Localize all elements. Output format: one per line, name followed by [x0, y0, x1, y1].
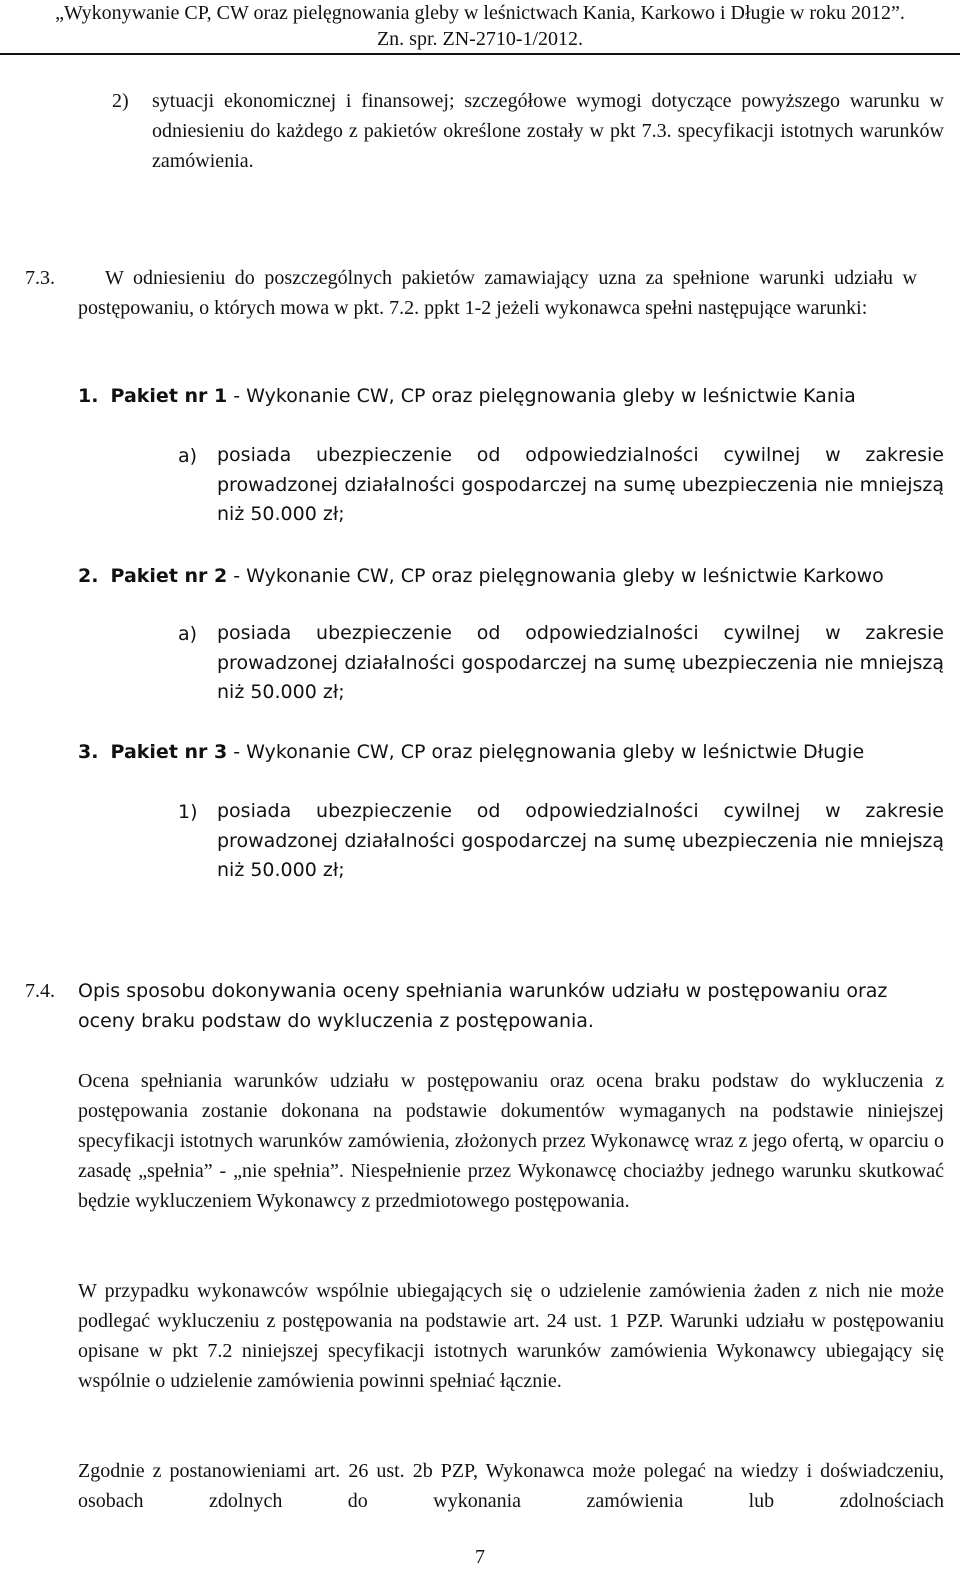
package-1-number: 1.: [78, 385, 99, 407]
header-divider: [0, 53, 960, 55]
package-2-number: 2.: [78, 565, 99, 587]
document-header-title: „Wykonywanie CP, CW oraz pielęgnowania gleby w leśnictwach Kania, Karkowo i Długie w roku 2012”.: [55, 2, 905, 24]
package-2-item-marker: a): [178, 623, 198, 645]
document-header-ref: Zn. spr. ZN-2710-1/2012.: [376, 28, 584, 50]
package-1-label: Pakiet nr 1: [110, 385, 228, 407]
package-2-label: Pakiet nr 2: [110, 565, 228, 587]
package-3-heading: [78, 737, 864, 767]
section-7-4-paragraph-1: Ocena spełniania warunków udziału w postępowaniu oraz ocena braku podstaw do wykluczenia z postępowania zostanie dokonana na podstawie dokumentów wymaganych na podstawie niniejszej specyfikacji istotnych warunków zamówienia, złożonych przez Wykonawcę wraz z jego ofertą, w oparciu o zasadę „spełnia” - „nie spełnia”. Niespełnienie przez Wykonawcę chociażby jednego warunku skutkować będzie wykluczeniem Wykonawcy z przedmiotowego postępowania.: [78, 1070, 944, 1212]
package-1-heading: [78, 381, 856, 411]
item-2-text: sytuacji ekonomicznej i finansowej; szczegółowe wymogi dotyczące powyższego warunku w odniesieniu do każdego z pakietów określone zostały w pkt 7.3. specyfikacji istotnych warunków zamówienia.: [152, 90, 944, 172]
package-1-item-text: posiada ubezpieczenie od odpowiedzialności cywilnej w zakresie prowadzonej działalności gospodarczej na sumę ubezpieczenia nie mniejszą niż 50.000 zł;: [217, 444, 944, 525]
section-7-4-paragraph-2: W przypadku wykonawców wspólnie ubiegających się o udzielenie zamówienia żaden z nich nie może podlegać wykluczeniu z postępowania na podstawie art. 24 ust. 1 PZP. Warunki udziału w postępowaniu opisane w pkt 7.2 niniejszej specyfikacji istotnych warunków zamówienia Wykonawcy ubiegający się wspólnie o udzielenie zamówienia powinni spełniać łącznie.: [78, 1280, 944, 1392]
package-2-item-text: posiada ubezpieczenie od odpowiedzialności cywilnej w zakresie prowadzonej działalności gospodarczej na sumę ubezpieczenia nie mniejszą niż 50.000 zł;: [217, 622, 944, 703]
item-2-number: 2): [112, 90, 129, 112]
package-2-heading: [78, 561, 884, 591]
section-7-4-paragraph-3: Zgodnie z postanowieniami art. 26 ust. 2b PZP, Wykonawca może polegać na wiedzy i doświadczeniu, osobach zdolnych do wykonania zamówienia lub zdolnościach: [78, 1460, 944, 1512]
package-3-title: - Wykonanie CW, CP oraz pielęgnowania gleby w leśnictwie Długie: [227, 741, 865, 763]
section-7-3-text: W odniesieniu do poszczególnych pakietów zamawiający uzna za spełnione warunki udziału w postępowaniu, o których mowa w pkt. 7.2. ppkt 1-2 jeżeli wykonawca spełni następujące warunki:: [78, 267, 917, 319]
section-7-4-number: 7.4.: [25, 980, 55, 1002]
package-1-item-marker: a): [178, 445, 198, 467]
package-3-number: 3.: [78, 741, 99, 763]
package-3-item-marker: 1): [178, 801, 198, 823]
package-3-label: Pakiet nr 3: [110, 741, 228, 763]
section-7-4-heading: Opis sposobu dokonywania oceny spełniania warunków udziału w postępowaniu oraz oceny braku podstaw do wykluczenia z postępowania.: [78, 980, 888, 1032]
package-1-title: - Wykonanie CW, CP oraz pielęgnowania gleby w leśnictwie Kania: [227, 385, 856, 407]
package-3-item-text: posiada ubezpieczenie od odpowiedzialności cywilnej w zakresie prowadzonej działalności gospodarczej na sumę ubezpieczenia nie mniejszą niż 50.000 zł;: [217, 800, 944, 881]
package-2-title: - Wykonanie CW, CP oraz pielęgnowania gleby w leśnictwie Karkowo: [227, 565, 884, 587]
page-number: 7: [475, 1546, 485, 1568]
section-7-3-number: 7.3.: [25, 267, 55, 289]
